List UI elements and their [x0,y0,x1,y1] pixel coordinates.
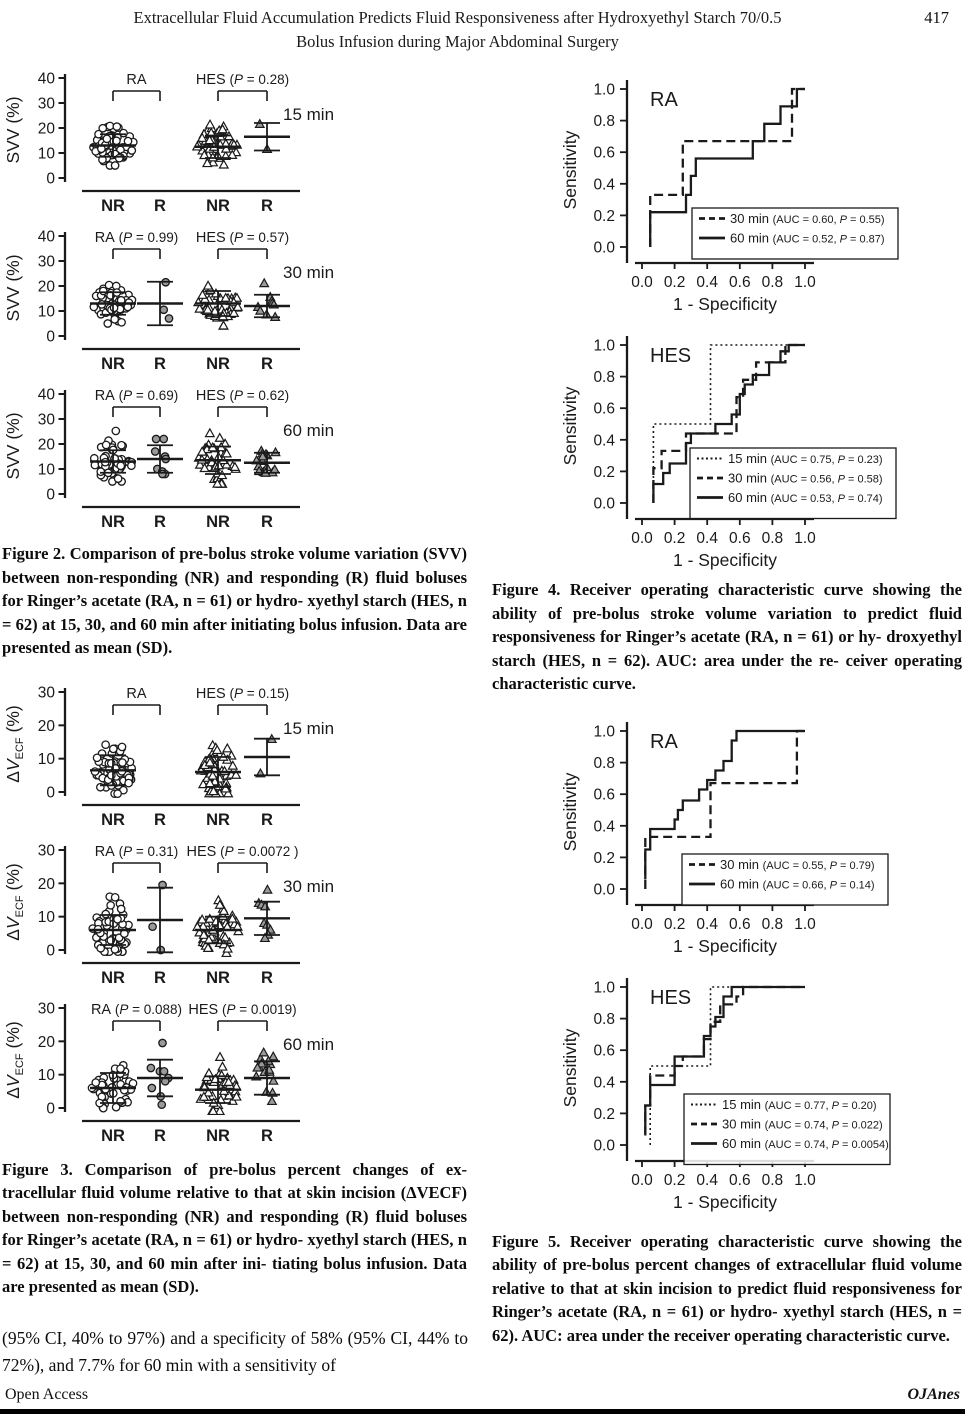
fig2-panels-panel-1 [0,218,420,376]
points-R-1 [149,881,166,953]
svg-text:0.8: 0.8 [593,754,615,772]
svg-text:0.2: 0.2 [663,530,686,547]
svg-text:NR: NR [101,1126,125,1145]
svg-text:0.2: 0.2 [663,274,686,291]
svg-text:30: 30 [37,684,55,701]
points-R-3 [252,1048,278,1104]
fig3-panels-panel-0 [0,674,420,832]
svg-text:1.0: 1.0 [794,274,816,291]
svg-text:RA: RA [126,72,147,88]
svg-text:1.0: 1.0 [593,723,615,740]
svg-text:RA (P = 0.99): RA (P = 0.99) [94,230,179,246]
points-R-3 [254,885,274,941]
svg-text:10: 10 [37,461,55,479]
svg-text:1 - Specificity: 1 - Specificity [672,294,778,314]
svg-text:HES (P = 0.28): HES (P = 0.28) [195,72,290,88]
svg-text:R: R [261,197,273,215]
svg-text:Sensitivity: Sensitivity [560,772,580,851]
svg-text:20: 20 [37,278,55,296]
svg-text:1.0: 1.0 [593,979,615,996]
figure4-panels [492,60,965,572]
svg-text:1.0: 1.0 [794,915,816,933]
svg-text:0.6: 0.6 [729,915,751,933]
svg-text:0.6: 0.6 [593,786,615,804]
fig5-panels-panel-1 [492,958,952,1214]
points-NR-2 [193,120,241,168]
svg-text:40: 40 [37,70,55,88]
body-paragraph: (95% CI, 40% to 97%) and a specificity of 58% (95% CI, 44% to 72%), and 7.7% for 60 min with a sensitivity of [2,1327,468,1375]
svg-text:30: 30 [37,253,55,271]
svg-text:0.6: 0.6 [593,144,615,162]
svg-text:0.6: 0.6 [729,274,751,291]
figure2-panels [0,60,482,534]
fig4-panels-panel-0 [492,60,952,316]
svg-text:0.0: 0.0 [593,495,615,513]
svg-text:15 min (AUC = 0.75, P = 0.23): 15 min (AUC = 0.75, P = 0.23) [728,451,883,466]
svg-text:0.0: 0.0 [631,1171,653,1189]
svg-text:R: R [154,810,166,829]
svg-text:0.4: 0.4 [593,817,615,835]
svg-text:0.0: 0.0 [593,881,615,898]
svg-text:HES: HES [650,345,692,367]
open-access-label: Open Access [5,1386,89,1403]
svg-text:0.6: 0.6 [593,400,615,418]
svg-text:0.8: 0.8 [761,915,784,933]
svg-text:20: 20 [37,875,55,893]
svg-text:RA: RA [650,730,678,753]
svg-text:10: 10 [37,145,55,163]
svg-text:ΔVECF (%): $\Delta V_{ECF}$ (%) [3,1020,26,1099]
svg-text:1.0: 1.0 [794,1171,816,1189]
page-number: 417 [924,8,949,27]
svg-text:15 min: 15 min [283,718,335,738]
svg-text:0.0: 0.0 [631,274,653,291]
svg-text:60 min (AUC = 0.52, P = 0.87): 60 min (AUC = 0.52, P = 0.87) [730,230,885,246]
svg-text:0.0: 0.0 [593,239,615,257]
svg-text:60 min: 60 min [283,421,335,440]
svg-text:10: 10 [37,750,55,768]
svg-text:HES (P = 0.15): HES (P = 0.15) [195,685,290,702]
svg-text:0: 0 [46,328,55,346]
svg-text:15 min (AUC = 0.77, P = 0.20): 15 min (AUC = 0.77, P = 0.20) [722,1096,877,1112]
svg-text:0.4: 0.4 [696,530,718,547]
svg-text:30: 30 [37,411,55,429]
svg-text:0.2: 0.2 [663,915,686,933]
paper-title-line2: Bolus Infusion during Major Abdominal Surgery [296,32,619,51]
svg-text:R: R [261,513,273,531]
svg-text:1 - Specificity: 1 - Specificity [672,1191,778,1212]
svg-text:NR: NR [206,968,230,987]
figure5-caption: Figure 5. Receiver operating characteristic curve showing the ability of pre-bolus percent changes of extracellular fluid volume relative to that at skin incision to predict fluid responsiveness for Ringer’s acetate (RA, n = 61) or hydro- xyethyl starch (HES, n = 62). AUC: area under the receiver operating characteristic curve. [492,1231,962,1345]
svg-text:NR: NR [206,1126,230,1145]
svg-text:SVV (%): SVV (%) [3,254,23,322]
svg-text:Sensitivity: Sensitivity [560,130,580,210]
svg-text:60 min (AUC = 0.66, P = 0.14): 60 min (AUC = 0.66, P = 0.14) [720,876,875,891]
svg-text:20: 20 [37,436,55,454]
svg-text:0.2: 0.2 [593,1105,615,1123]
fig3-panels-panel-1 [0,832,420,990]
svg-text:RA (P = 0.69): RA (P = 0.69) [94,388,179,404]
fig5-panels-panel-0 [492,702,952,958]
svg-text:HES: HES [650,986,692,1009]
svg-text:40: 40 [37,386,55,404]
svg-text:Sensitivity: Sensitivity [560,386,580,466]
svg-text:NR: NR [206,513,230,531]
svg-text:NR: NR [101,513,125,531]
figure4-caption: Figure 4. Receiver operating characteristic curve showing the ability of pre-bolus stroke volume variation to predict fluid responsiveness for Ringer’s acetate (RA, n = 61) or hy- droxyethyl starch (HES, n = 62). AUC: area under the re- ceiver operating characteristic curve. [492,580,962,693]
svg-text:0.4: 0.4 [696,274,718,291]
svg-text:NR: NR [101,810,125,829]
svg-text:0: 0 [46,1100,55,1117]
svg-text:R: R [261,1126,273,1145]
svg-text:30 min (AUC = 0.55, P = 0.79): 30 min (AUC = 0.55, P = 0.79) [720,856,875,872]
svg-text:SVV (%): SVV (%) [3,96,23,164]
svg-text:HES (P = 0.0019): HES (P = 0.0019) [188,1001,297,1018]
right-column [492,60,965,1347]
svg-text:0.4: 0.4 [696,915,718,933]
svg-text:0.0: 0.0 [593,1137,615,1154]
svg-text:30: 30 [37,842,55,859]
svg-text:30 min: 30 min [283,876,335,896]
svg-text:1.0: 1.0 [593,337,615,355]
points-R-1 [160,279,173,323]
svg-text:0.2: 0.2 [593,207,615,225]
svg-text:RA: RA [650,89,678,111]
svg-text:60 min: 60 min [283,1034,335,1054]
svg-text:0.0: 0.0 [631,915,653,933]
svg-text:10: 10 [37,303,55,321]
paper-header-title [70,6,845,54]
svg-text:0.4: 0.4 [593,432,615,450]
svg-text:40: 40 [37,228,55,246]
svg-text:0.6: 0.6 [729,1171,751,1189]
svg-text:R: R [261,968,273,987]
svg-text:SVV (%): SVV (%) [3,412,23,480]
figure5-panels [492,702,965,1214]
points-NR-0 [89,892,132,954]
svg-text:1.0: 1.0 [794,530,816,547]
svg-text:20: 20 [37,120,55,138]
svg-text:0.4: 0.4 [593,176,615,194]
paper-title-line1: Extracellular Fluid Accumulation Predicts Fluid Responsiveness after Hydroxyethyl Starch 70/0.5 [133,8,782,27]
svg-text:20: 20 [37,1033,55,1051]
svg-text:1.0: 1.0 [593,81,615,99]
fig4-panels-panel-1 [492,316,952,572]
svg-text:NR: NR [206,355,230,373]
svg-text:R: R [154,197,166,215]
svg-text:NR: NR [206,810,230,829]
svg-text:0: 0 [46,784,55,801]
svg-text:0.6: 0.6 [729,530,751,547]
svg-text:30: 30 [37,95,55,113]
svg-text:Sensitivity: Sensitivity [560,1028,580,1107]
points-R-3 [252,446,280,476]
svg-text:0.2: 0.2 [593,463,615,481]
svg-text:0.4: 0.4 [696,1171,718,1189]
svg-text:NR: NR [101,968,125,987]
svg-text:R: R [154,1126,166,1145]
figure3-panels [0,674,482,1148]
svg-text:RA: RA [126,685,147,702]
svg-text:R: R [261,810,273,829]
svg-text:10: 10 [37,908,55,926]
svg-text:0: 0 [46,942,55,959]
svg-text:0.6: 0.6 [593,1042,615,1060]
svg-text:1 - Specificity: 1 - Specificity [672,935,778,956]
svg-text:0.8: 0.8 [593,113,615,131]
svg-text:0.8: 0.8 [761,1171,784,1189]
footer-rule [0,1409,965,1414]
svg-text:30 min (AUC = 0.74, P = 0.022): 30 min (AUC = 0.74, P = 0.022) [722,1116,883,1131]
svg-text:0: 0 [46,170,55,188]
svg-text:30 min: 30 min [283,263,335,282]
svg-text:0.8: 0.8 [761,530,784,547]
svg-text:0.8: 0.8 [593,1010,615,1028]
svg-text:60 min (AUC = 0.74, P = 0.0054: 60 min (AUC = 0.74, P = 0.0054) [722,1135,889,1151]
points-R-3 [256,734,276,776]
svg-text:HES (P = 0.57): HES (P = 0.57) [195,230,290,246]
svg-text:60 min (AUC = 0.53, P = 0.74): 60 min (AUC = 0.53, P = 0.74) [728,490,883,505]
figure2-caption: Figure 2. Comparison of pre-bolus stroke volume variation (SVV) between non-responding (NR) and responding (R) fluid boluses for Ringer’s acetate (RA, n = 61) or hydro- xyethyl starch (HES, n = 62) at 15, 30, and 60 min after initiating bolus infusion. Data are presented as mean (SD). [2,544,467,657]
left-column [0,60,482,1379]
svg-text:HES (P = 0.0072 ): HES (P = 0.0072 ) [186,843,299,860]
svg-text:R: R [154,968,166,987]
svg-text:30 min (AUC = 0.56, P = 0.58): 30 min (AUC = 0.56, P = 0.58) [728,470,883,486]
fig2-panels-panel-2 [0,376,420,534]
svg-text:R: R [154,355,166,373]
svg-text:ΔVECF (%): $\Delta V_{ECF}$ (%) [3,704,26,783]
svg-text:20: 20 [37,717,55,735]
svg-text:0.8: 0.8 [593,369,615,387]
svg-text:1 - Specificity: 1 - Specificity [672,550,778,570]
svg-text:0.0: 0.0 [631,530,653,547]
journal-label: OJAnes [907,1386,960,1403]
svg-text:0: 0 [46,486,55,504]
svg-text:NR: NR [101,355,125,373]
svg-text:15 min: 15 min [283,105,335,124]
svg-text:30: 30 [37,1000,55,1017]
svg-text:0.8: 0.8 [761,274,784,291]
svg-text:NR: NR [101,197,125,215]
svg-text:0.2: 0.2 [593,849,615,867]
svg-text:RA (P = 0.088): RA (P = 0.088) [90,1001,183,1018]
svg-text:0.4: 0.4 [593,1073,615,1091]
svg-text:NR: NR [206,197,230,215]
svg-text:ΔVECF (%): $\Delta V_{ECF}$ (%) [3,862,26,941]
svg-text:RA (P = 0.31): RA (P = 0.31) [94,843,179,860]
fig3-panels-panel-2 [0,990,420,1148]
svg-text:0.2: 0.2 [663,1171,686,1189]
figure3-caption: Figure 3. Comparison of pre-bolus percent changes of ex- tracellular fluid volume relative to that at skin incision (ΔVECF) between non-responding (NR) and responding (R) fluid boluses for Ringer’s acetate (RA, n = 61) or hydro- xyethyl starch (HES, n = 62) at 15, 30, and 60 min after ini- tiating bolus infusion. Data are presented as mean (SD). [2,1159,467,1296]
fig2-panels-panel-0 [0,60,420,218]
svg-text:R: R [261,355,273,373]
svg-text:30 min (AUC = 0.60, P = 0.55): 30 min (AUC = 0.60, P = 0.55) [730,211,885,226]
svg-text:HES (P = 0.62): HES (P = 0.62) [195,388,290,404]
svg-text:R: R [154,513,166,531]
svg-text:10: 10 [37,1066,55,1084]
